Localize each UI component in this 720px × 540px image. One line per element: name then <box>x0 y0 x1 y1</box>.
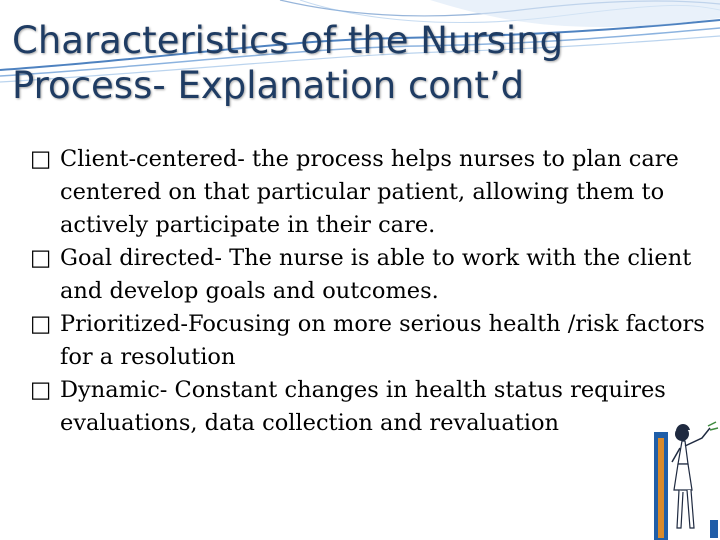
bullet-marker-icon: □ <box>30 311 52 337</box>
bullet-item <box>30 242 706 308</box>
bullet-item <box>30 308 706 374</box>
slide-title <box>12 18 702 108</box>
bullet-item <box>30 374 706 440</box>
bullet-marker-icon: □ <box>30 377 52 403</box>
nurse-figure-icon <box>652 420 720 540</box>
bullet-text: Goal directed- The nurse is able to work with the client and develop goals and outcomes. <box>60 245 692 304</box>
bullet-text: Dynamic- Constant changes in health status requires evaluations, data collection and revaluation <box>60 377 666 436</box>
bullet-marker-icon: □ <box>30 146 52 172</box>
bullet-text: Client-centered- the process helps nurses to plan care centered on that particular patient, allowing them to actively participate in their care. <box>60 146 679 238</box>
slide-title-line-1: Characteristics of the Nursing <box>12 19 564 62</box>
bullet-text: Prioritized-Focusing on more serious health /risk factors for a resolution <box>60 311 705 370</box>
bullet-marker-icon: □ <box>30 245 52 271</box>
bullet-item <box>30 143 706 242</box>
slide-title-line-2: Process- Explanation cont’d <box>12 64 525 107</box>
bullet-list <box>30 143 706 440</box>
